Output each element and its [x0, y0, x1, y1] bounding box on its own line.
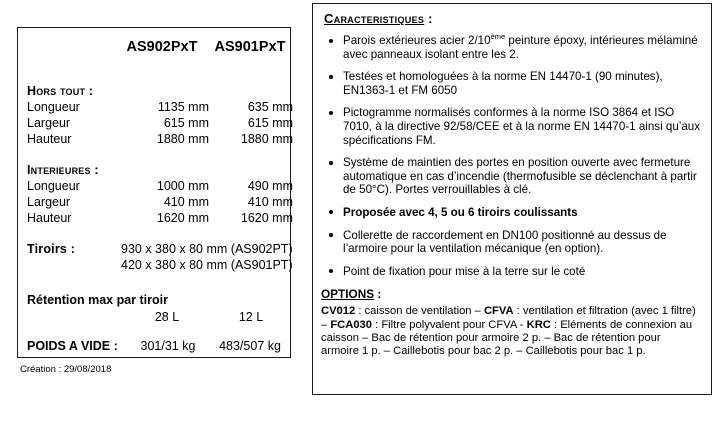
- bullet-icon: [329, 233, 333, 237]
- table-row: [18, 211, 293, 226]
- row-value-as902pxt: 1880 mm: [156, 132, 209, 146]
- row-value-as902pxt: 615 mm: [163, 116, 209, 130]
- bullet-icon: [329, 75, 333, 79]
- option-code-fca030: FCA030: [330, 318, 373, 331]
- bullet-text: Point de fixation pour mise à la terre sur le coté: [343, 264, 586, 278]
- row-value-as902pxt: 1620 mm: [156, 211, 209, 225]
- table-row: [18, 179, 293, 194]
- row-label: Largeur: [27, 195, 71, 209]
- table-row: [18, 195, 293, 210]
- characteristics-heading-colon: :: [424, 11, 433, 26]
- characteristics-heading-text: Caracteristiques: [324, 11, 425, 26]
- bullet-superscript: ème: [490, 32, 506, 42]
- options-heading-text: OPTIONS: [321, 287, 375, 302]
- bullet-icon: [329, 111, 333, 115]
- list-item: [321, 265, 703, 279]
- list-item: [321, 206, 703, 220]
- row-value-as902pxt: 1135 mm: [157, 100, 209, 114]
- section-label-interieures: Interieures :: [27, 163, 99, 177]
- row-value-as901pxt: 1880 mm: [240, 132, 293, 146]
- tiroirs-value-line2: 420 x 380 x 80 mm (AS901PT): [121, 258, 293, 272]
- list-item: [321, 229, 703, 256]
- row-label-retention-max: Rétention max par tiroir: [27, 293, 168, 307]
- bullet-icon: [329, 210, 333, 214]
- bullet-text: Testées et homologuées à la norme EN 14470-1 (90 minutes), EN1363-1 et FM 6050: [343, 70, 663, 97]
- row-label: Longueur: [27, 100, 80, 114]
- retention-blank-cell: [27, 310, 125, 325]
- characteristics-heading: [324, 11, 703, 27]
- table-row: [18, 116, 293, 131]
- options-heading-colon: :: [374, 287, 382, 302]
- row-label: Hauteur: [27, 211, 72, 225]
- characteristics-list: [321, 34, 703, 278]
- bullet-text: Proposée avec 4, 5 ou 6 tiroirs coulissants: [343, 205, 578, 219]
- row-value-as901pxt: 635 mm: [247, 100, 293, 114]
- table-row: [18, 100, 293, 115]
- options-text-2: : ventilation et filtration (avec 1 filtre) –: [321, 305, 696, 331]
- row-value-as901pxt: 1620 mm: [240, 211, 293, 225]
- bullet-text: Collerette de raccordement en DN100 positionné au dessus de l’armoire pour la ventilation mécanique (en option).: [343, 228, 667, 256]
- row-value-as901pxt: 490 mm: [247, 179, 293, 193]
- row-value-as901pxt: 615 mm: [247, 116, 293, 130]
- options-text-3: : Filtre polyvalent pour CFVA -: [372, 318, 527, 331]
- column-header-as901pxt: AS901PxT: [214, 39, 286, 55]
- header-blank-cell: [27, 38, 117, 56]
- specification-table: [17, 27, 291, 358]
- list-item: [321, 34, 703, 61]
- column-header-as902pxt: AS902PxT: [126, 39, 198, 55]
- option-code-cfva: CFVA: [483, 305, 514, 318]
- bullet-icon: [329, 39, 333, 43]
- tiroirs-value-line1: 930 x 380 x 80 mm (AS902PT): [121, 242, 293, 256]
- list-item: [321, 106, 703, 147]
- options-text-1: : caisson de ventilation –: [355, 305, 484, 318]
- list-item: [321, 156, 703, 197]
- section-label-hors-tout: Hors tout :: [27, 84, 94, 98]
- poids-value-as902pxt: 301/31 kg: [140, 339, 196, 353]
- row-label: Hauteur: [27, 132, 72, 146]
- row-value-as901pxt: 410 mm: [247, 195, 293, 209]
- bullet-icon: [329, 161, 333, 165]
- bullet-text-post: peinture époxy, intérieures mélaminé avec panneaux isolant entre les 2.: [343, 34, 698, 61]
- bullet-text: Système de maintien des portes en position ouverte avec fermeture automatique en cas d’incendie (thermofusible se déclenchant à partir de 50°C). Portes verrouillables à clé.: [343, 156, 697, 197]
- option-code-cv012: CV012: [321, 305, 356, 318]
- table-row: [18, 132, 293, 147]
- option-code-krc: KRC: [526, 318, 551, 331]
- creation-date-label: Création : 29/08/2018: [20, 364, 112, 375]
- list-item: [321, 70, 703, 97]
- bullet-text: Pictogramme normalisés conformes à la norme ISO 3864 et ISO 7010, à la directive 92/58/CEE et à la norme EN 14470-1 ainsi qu’aux spécifications FM.: [343, 106, 701, 147]
- poids-value-as901pxt: 483/507 kg: [219, 339, 281, 353]
- row-value-as902pxt: 1000 mm: [156, 179, 209, 193]
- options-text-4: : Eléments de connexion au caisson – Bac de rétention pour armoire 2 p. – Bac de rétention pour armoire 1 p. – Caillebotis pour bac 2 p. – Caillebotis pour bac 1 p.: [321, 318, 693, 357]
- characteristics-panel: [312, 3, 712, 395]
- retention-value-as902pxt: 28 L: [154, 310, 180, 324]
- table-header-row: [18, 38, 290, 56]
- row-label: Largeur: [27, 116, 71, 130]
- row-value-as902pxt: 410 mm: [163, 195, 209, 209]
- retention-value-as901pxt: 12 L: [238, 310, 264, 324]
- poids-a-vide-row: [18, 339, 290, 354]
- options-heading: [321, 287, 703, 302]
- row-label-tiroirs: Tiroirs :: [27, 242, 76, 256]
- bullet-icon: [329, 269, 333, 273]
- row-label: Longueur: [27, 179, 80, 193]
- bullet-text-pre: Parois extérieures acier 2/10: [343, 34, 491, 47]
- retention-values-row: [18, 310, 290, 325]
- options-description: [321, 305, 703, 358]
- row-label-poids-a-vide: POIDS A VIDE :: [27, 339, 118, 353]
